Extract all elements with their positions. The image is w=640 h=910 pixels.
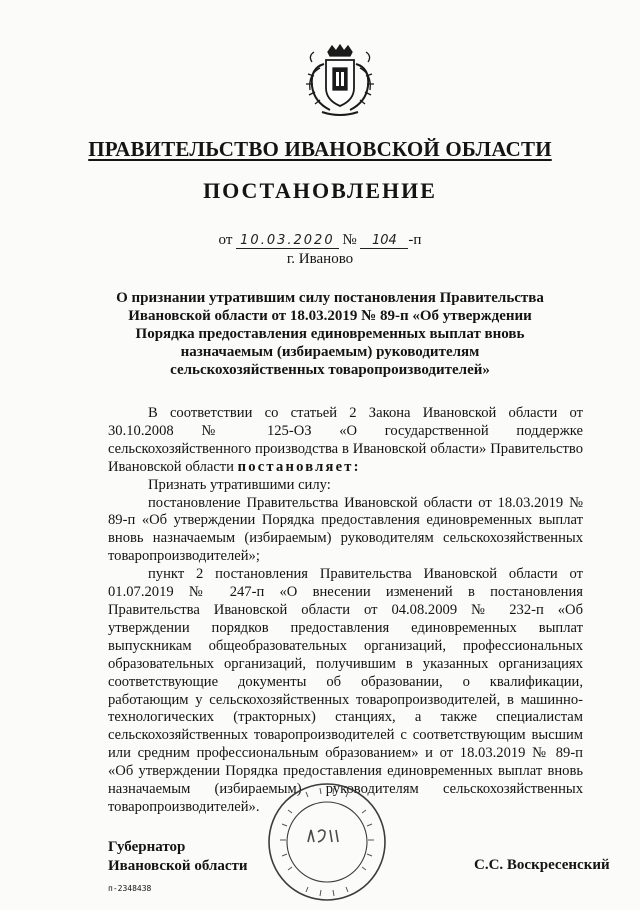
- signature-title: [108, 838, 248, 876]
- org-title: ПРАВИТЕЛЬСТВО ИВАНОВСКОЙ ОБЛАСТИ: [88, 137, 552, 161]
- signature-title-line2: Ивановской области: [108, 858, 248, 874]
- number-suffix: -п: [408, 232, 422, 248]
- resolves-word: постановляет:: [237, 458, 361, 475]
- legal-department-stamp: [258, 780, 396, 905]
- handwritten-number: 104: [360, 233, 408, 249]
- signature-title-line1: Губернатор: [108, 839, 186, 855]
- paragraph-repeal-item-2: пункт 2 постановления Правительства Ивановской области от 01.07.2019 № 247-п «О внесении изменений в постановления Правительства Ивановской области от 04.08.2009 № 232-п «Об утверждении порядков предоставления единовременных выплат выпускникам общеобразовательных организаций, профессиональных образовательных организаций, получившим в указанных организациях соответствующие документы об образовании, о квалификации, работающим у сельскохозяйственных товаропроизводителей, в машинно-технологических (тракторных) станциях, а также специалистам сельскохозяйственных товаропроизводителей с соответствующим высшим или средним профессиональным образованием» и от 18.03.2019 № 89-п «Об утверждении Порядка предоставления единовременных выплат вновь назначаемым (избираемым) руководителям сельскохозяйственных товаропроизводителей».: [108, 566, 583, 815]
- document-type-title: ПОСТАНОВЛЕНИЕ: [203, 178, 437, 203]
- paragraph-repeal-item-1: постановление Правительства Ивановской области от 18.03.2019 № 89-п «Об утверждении Порядка предоставления единовременных выплат вновь назначаемым (избираемым) руководителям сельскохозяйственных товаропроизводителей»;: [108, 494, 583, 565]
- paragraph-preamble: [108, 405, 583, 477]
- date-number-line: [0, 232, 640, 249]
- coat-of-arms-emblem: [300, 42, 380, 120]
- date-prefix: от: [218, 232, 233, 248]
- handwritten-date: 10.03.2020: [236, 233, 338, 249]
- footer-code: п-2348438: [108, 884, 152, 893]
- preamble-text: В соответствии со статьей 2 Закона Ивановской области от 30.10.2008 № 125-ОЗ «О государственной поддержке сельскохозяйственного производства в Ивановской области» Правительство Ивановской области: [108, 405, 583, 475]
- document-body: [108, 405, 583, 817]
- signatory-name: С.С. Воскресенский: [474, 857, 610, 873]
- paragraph-repeal-intro: Признать утратившими силу:: [148, 476, 331, 493]
- number-sign: №: [342, 232, 357, 248]
- document-subject: О признании утратившим силу постановления Правительства Ивановской области от 18.03.2019 № 89-п «Об утверждении Порядка предоставления единовременных выплат вновь назначаемым (избираемым) руководителям сельскохозяйственных товаропроизводителей»: [116, 290, 544, 378]
- city-line: г. Иваново: [286, 251, 354, 267]
